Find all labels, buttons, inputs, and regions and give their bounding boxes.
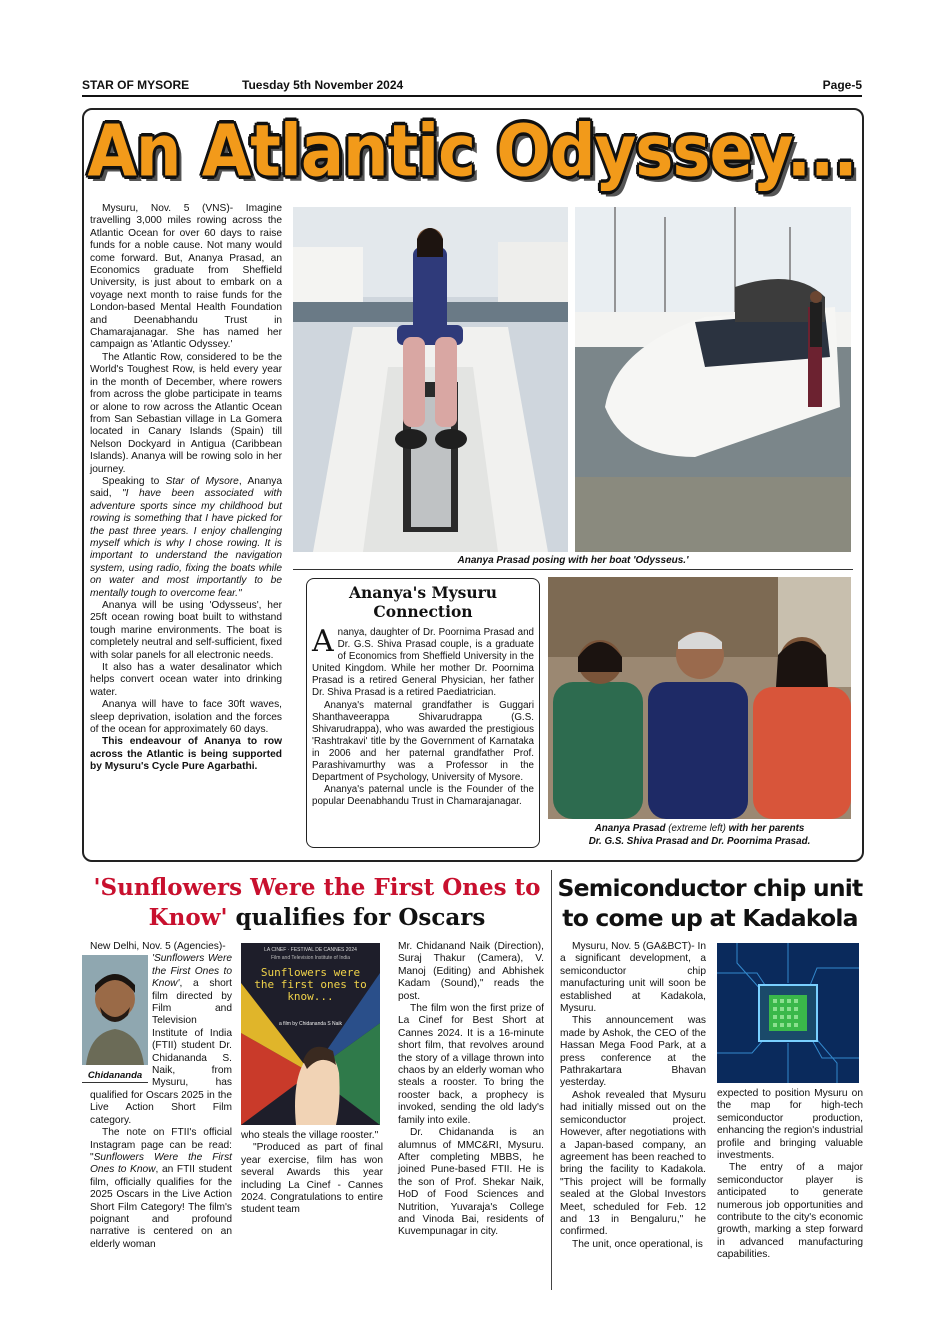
portrait-caption: Chidananda <box>82 1070 148 1083</box>
paper-name: STAR OF MYSORE <box>82 78 190 92</box>
column-divider <box>551 870 552 1290</box>
oscars-paragraph: "Produced as part of final year exercise, film has won several Awards this year including La Cinef - Cannes 2024. Congratulations to entire student team <box>241 1142 383 1216</box>
oscars-paragraph: Mr. Chidanand Naik (Direction), Suraj Thakur (Camera), V. Manoj (Editing) and Abhishek Kadam (Sound)," reads the post. <box>398 941 544 1002</box>
boat-caption: Ananya Prasad posing with her boat 'Odysseus.' <box>457 555 689 566</box>
quote-text: "I have been associated with adventure sports since my childhood but rowing is something that I have picked for the past three years. I enjoy challenging myself which is why I chose rowing. It is important to understand the navigation system, using radio, fixing the boats while on water and most importantly to be mentally tough to overcome fear." <box>90 488 282 599</box>
feature-paragraph: Ananya will have to face 30ft waves, sleep deprivation, isolation and the forces of the ocean for approximately 60 days. <box>90 699 282 736</box>
rowing-seat-photo <box>293 207 568 552</box>
portrait <box>82 955 148 1085</box>
family-caption <box>548 823 851 848</box>
quote-lead: Speaking to <box>102 475 166 487</box>
quote-paper-name: Star of Mysore <box>165 475 239 487</box>
oscars-dateline <box>90 941 232 953</box>
issue-date: Tuesday 5th November 2024 <box>242 78 404 92</box>
family-caption-line2: Dr. G.S. Shiva Prasad and Dr. Poornima Prasad. <box>588 835 811 847</box>
masthead-rule <box>82 95 862 97</box>
poster-credit: a film by Chidananda S Naik <box>278 1021 343 1027</box>
family-photo <box>548 577 851 819</box>
sidebar-title: Ananya's Mysuru Connection <box>348 583 498 621</box>
oscars-dateline-text: New Delhi, Nov. 5 (Agencies)- <box>90 941 226 952</box>
feature-closing: This endeavour of Ananya to row across the Atlantic is being supported by Mysuru's Cycle Pure Agarbathi. <box>90 736 282 773</box>
chip-photo <box>717 943 859 1083</box>
oscars-p2-lead: The note on FTII's official Instagram page can be read: " <box>90 1127 232 1163</box>
family-caption-name: Ananya Prasad <box>594 823 666 834</box>
chip-paragraph: The entry of a major semiconductor player is anticipated to generate numerous job opportunities and contribute to the city's economic growth, marking a step forward in advanced manufacturing capabilities. <box>717 1162 863 1261</box>
rowing-seat-image <box>293 207 568 552</box>
boat-marina-photo <box>575 207 851 552</box>
family-caption-note: (extreme left) <box>665 823 726 834</box>
chip-paragraph: Mysuru, Nov. 5 (GA&BCT)- In a significant development, a semiconductor chip manufacturing unit will soon be established at Kadakola, Mysuru. <box>560 941 706 1015</box>
chip-col2 <box>717 1088 863 1262</box>
sidebar-paragraph: Ananya's paternal uncle is the Founder of the popular Deenabhandu Trust in Chamarajanagar. <box>312 784 534 808</box>
oscars-paragraph: Dr. Chidananda is an alumnus of MMC&RI, Mysuru. After completing MBBS, he joined Pune-based FTII. He is the son of Prof. Shekar Naik, HoD of Food Sciences and Nutrition, Yuvaraja's College and Vinoda Bai, residents of Kuvempunagar in city. <box>398 1127 544 1238</box>
feature-paragraph: It also has a water desalinator which helps convert ocean water into drinking water. <box>90 662 282 698</box>
quote-said: , Ananya said, <box>90 475 283 500</box>
oscars-p2-italic: Sunflowers Were the First Ones to Know <box>90 1151 232 1176</box>
sidebar-dropcap: A <box>312 624 334 659</box>
oscars-film-title: 'Sunflowers Were the First Ones to Know' <box>152 953 232 990</box>
chip-paragraph: The unit, once operational, is <box>572 1238 703 1250</box>
sidebar-paragraph: Ananya's maternal grandfather is Guggari Shanthaveerappa Shivarudrappa (G.S. Shivarudrappa), who was awarded the prestigious 'Rashtrakavi' title by the Government of Karnataka in 2006 and her paternal grandfather Prof. Parashivamurthy was a Professor in the Department of Psychology, University of Mysore. <box>312 699 534 784</box>
chip-paragraph: Ashok revealed that Mysuru had initially missed out on the semiconductor project. However, after negotiations with a Japan-based company, an agreement has been reached to bring the facility to Kadakola. "This project will be formally sealed at the Global Investors Meet, scheduled for Feb. 12 and 13 in Bengaluru," he confirmed. <box>560 1089 706 1238</box>
oscars-headline <box>82 873 552 933</box>
family-image <box>548 577 851 819</box>
feature-body <box>90 203 282 774</box>
boat-marina-image <box>575 207 851 552</box>
oscars-col1 <box>87 941 232 1251</box>
chip-paragraph: expected to position Mysuru on the map for high-tech semiconductor production, enhancing the region's industrial profile and bringing valuable investments. <box>717 1088 863 1162</box>
feature-paragraph: Ananya will be using 'Odysseus', her 25ft ocean rowing boat built to withstand tough marine environments. The boat is completely neutral and self-sufficient, fixed with solar panels for all electronic needs. <box>90 600 282 661</box>
oscars-paragraph <box>90 1127 232 1251</box>
feature-paragraph: The Atlantic Row, considered to be the World's Toughest Row, is held every year in the month of December, where rowers from across the globe participate in teams or alone to row across the Atlantic Ocean from San Sebastian village in La Gomera located in Canary Islands (Spain) till Nelson Dockyard in Antigua (Caribbean Islands). Ananya will be rowing solo in her journey. <box>90 351 282 475</box>
film-poster <box>241 943 380 1125</box>
oscars-p2-rest: , an FTII student film, officially qualifies for the 2025 Oscars in the Live Action Short Film Category! The film's poignant and profound narrative is centered on an elderly woman <box>90 1164 232 1250</box>
poster-title: Sunflowers were the first ones to know... <box>254 966 367 1003</box>
poster-laurel: LA CINEF · FESTIVAL DE CANNES 2024 <box>264 947 357 953</box>
chip-col1 <box>560 941 706 1251</box>
feature-quote-paragraph <box>90 476 282 600</box>
oscars-headline-red: 'Sunflowers Were the First Ones to Know' <box>93 874 541 931</box>
poster-institute: Film and Television Institute of India <box>270 955 351 961</box>
oscars-paragraph: The film won the first prize of La Cinef for Best Short at Cannes 2024. It is a 16-minute short film, that revolves around the story of a village thrown into chaos by an elderly woman who steals a rooster. To bring the rooster back, a prophecy is invoked, sending the old lady's family into exile. <box>398 1003 544 1126</box>
oscars-p1-rest: , a short film directed by Film and Television Institute of India (FTII) student Dr. Chidananda S. Naik, from Mysuru, has qualified for Oscars 2025 in the Live Action Short Film category. <box>90 978 232 1126</box>
oscars-paragraph: who steals the village rooster." <box>241 1130 379 1141</box>
sidebar-paragraph <box>312 624 534 700</box>
chip-paragraph: This announcement was made by Ashok, the CEO of the Hassan Mega Food Park, at a press conference at the Pathrakartara Bhavan yesterday. <box>560 1015 706 1089</box>
chip-headline: Semiconductor chip unit to come up at Kadakola <box>557 874 863 932</box>
feature-paragraph: Mysuru, Nov. 5 (VNS)- Imagine travelling 3,000 miles rowing across the Atlantic Ocean for over 60 days to raise funds for a noble cause. Not many would come forward. But, Ananya Prasad, an Economics graduate from Sheffield University, is just about to embark on a voyage next month to raise funds for the London-based Mental Health Foundation and Deenabhandu Trust in Chamarajanagar. She has named her campaign as 'Atlantic Odyssey.' <box>90 203 282 351</box>
family-caption-rest: with her parents <box>725 823 805 834</box>
sidebar-paragraph-text: nanya, daughter of Dr. Poornima Prasad and Dr. G.S. Shiva Prasad couple, is a graduate of Economics from Sheffield University in the United Kingdom. While her mother Dr. Poornima Prasad is a retired General Physician, her father Dr. Shiva Prasad is a retired Paediatrician. <box>312 627 534 699</box>
masthead <box>82 78 862 94</box>
chidananda-portrait <box>82 955 148 1065</box>
sidebar-body <box>312 624 534 808</box>
page-number: Page-5 <box>822 78 862 92</box>
caption-rule <box>293 569 853 570</box>
chip-image <box>717 943 859 1083</box>
feature-title: An Atlantic Odyssey... <box>87 110 857 194</box>
oscars-col3 <box>398 941 544 1239</box>
oscars-col2 <box>241 1130 383 1217</box>
oscars-headline-black: qualifies for Oscars <box>227 904 486 931</box>
